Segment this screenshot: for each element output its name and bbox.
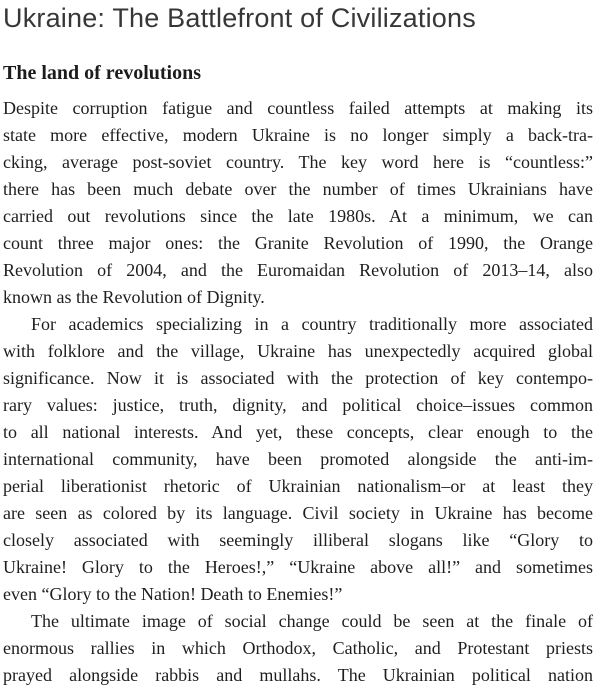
text-line: cking, average post-soviet country. The key word here is “countless:”: [3, 152, 593, 172]
text-line: are seen as colored by its language. Civil society in Ukraine has become: [3, 503, 593, 523]
paragraph: [3, 95, 593, 311]
text-line: The ultimate image of social change could be seen at the finale of: [31, 611, 593, 631]
text-line: For academics specializing in a country traditionally more associated: [31, 314, 593, 334]
text-line: Ukraine! Glory to the Heroes!,” “Ukraine above all!” and sometimes: [3, 557, 593, 577]
text-line: enormous rallies in which Orthodox, Catholic, and Protestant priests: [3, 638, 593, 658]
text-line: there has been much debate over the number of times Ukrainians have: [3, 179, 593, 199]
paragraph: [3, 311, 593, 608]
text-line: perial liberationist rhetoric of Ukrainian nationalism–or at least they: [3, 476, 593, 496]
text-line: significance. Now it is associated with the protection of key contempo-: [3, 368, 593, 388]
text-line: count three major ones: the Granite Revolution of 1990, the Orange: [3, 233, 593, 253]
text-line: Revolution of 2004, and the Euromaidan Revolution of 2013–14, also: [3, 260, 593, 280]
text-line: prayed alongside rabbis and mullahs. The Ukrainian political nation: [3, 665, 593, 685]
text-line: international community, have been promoted alongside the anti-im-: [3, 449, 593, 469]
text-line: to all national interests. And yet, these concepts, clear enough to the: [3, 422, 593, 442]
text-line: Despite corruption fatigue and countless failed attempts at making its: [3, 98, 593, 118]
paragraph: [3, 608, 593, 689]
section-heading: The land of revolutions: [3, 62, 201, 84]
page-title: Ukraine: The Battlefront of Civilizations: [3, 3, 476, 33]
text-line: closely associated with seemingly illiberal slogans like “Glory to: [3, 530, 593, 550]
body-paragraphs: [3, 95, 593, 689]
text-line: state more effective, modern Ukraine is no longer simply a back-tra-: [3, 125, 593, 145]
text-line: carried out revolutions since the late 1980s. At a minimum, we can: [3, 206, 593, 226]
text-line: known as the Revolution of Dignity.: [3, 287, 265, 307]
text-line: even “Glory to the Nation! Death to Enemies!”: [3, 584, 343, 604]
text-line: with folklore and the village, Ukraine has unexpectedly acquired global: [3, 341, 593, 361]
text-line: rary values: justice, truth, dignity, and political choice–issues common: [3, 395, 593, 415]
